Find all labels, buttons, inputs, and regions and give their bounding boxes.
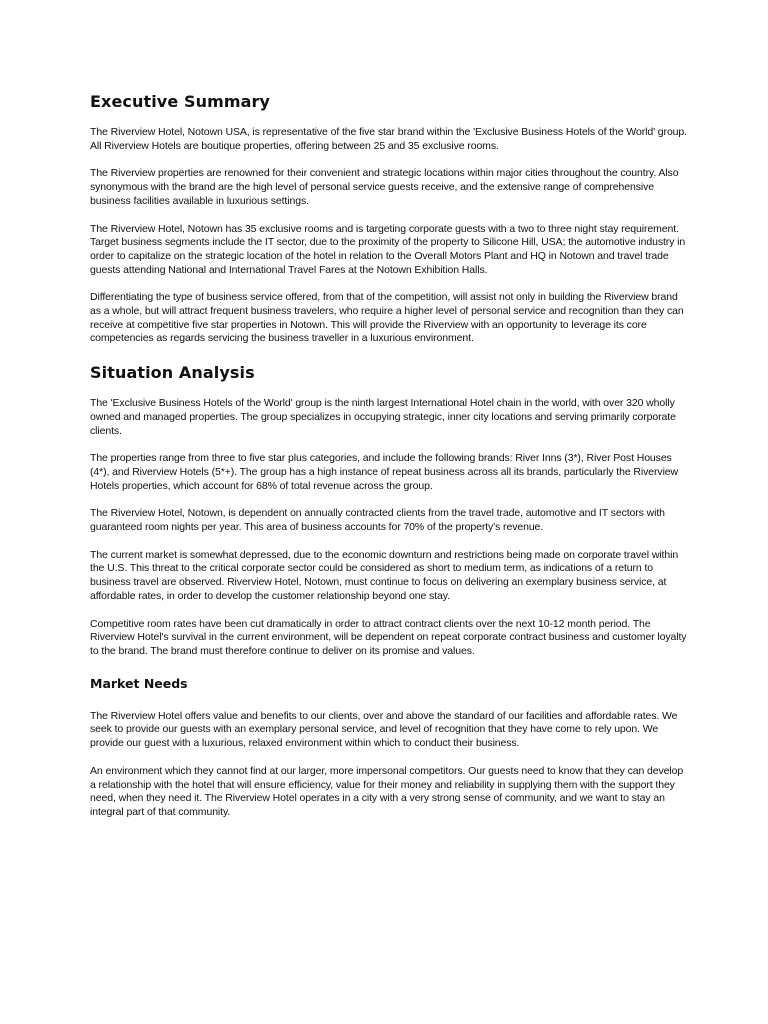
paragraph: The Riverview properties are renowned for their convenient and strategic locations within major cities throughout the country. Also synonymous with the brand are the high level of personal service guests receive, and the extensive range of comprehensive business facilities available in luxurious settings. xyxy=(90,167,679,207)
paragraph: The 'Exclusive Business Hotels of the World' group is the ninth largest International Hotel chain in the world, with over 320 wholly owned and managed properties. The group specializes in occupying strategic, inner city locations and serving primarily corporate clients. xyxy=(90,397,676,437)
subsection-heading-market-needs: Market Needs xyxy=(90,675,188,691)
paragraph: An environment which they cannot find at our larger, more impersonal competitors. Our guests need to know that they can develop a relationship with the hotel that will ensure efficiency, value for their money and reliability in supplying them with the support they need, when they need it. The Riverview Hotel operates in a city with a very strong sense of community, and we want to stay an integral part of that community. xyxy=(90,764,684,818)
paragraph: The Riverview Hotel, Notown has 35 exclusive rooms and is targeting corporate guests with a two to three night stay requirement. Target business segments include the IT sector, due to the proximity of the property to Silicone Hill, USA; the automotive industry in order to capitalize on the strategic location of the hotel in relation to the Overall Motors Plant and HQ in Notown and travel trade guests attending National and International Travel Fares at the Notown Exhibition Halls. xyxy=(90,222,686,276)
paragraph: The current market is somewhat depressed, due to the economic downturn and restrictions being made on corporate travel within the U.S. This threat to the critical corporate sector could be considered as short to medium term, as indications of a return to business travel are observed. Riverview Hotel, Notown, must continue to focus on delivering an exemplary business service, at affordable rates, in order to develop the customer relationship beyond one stay. xyxy=(90,548,679,602)
paragraph: The Riverview Hotel, Notown, is dependent on annually contracted clients from the travel trade, automotive and IT sectors with guaranteed room nights per year. This area of business accounts for 70% of the property's revenue. xyxy=(90,507,665,534)
section-heading-executive-summary: Executive Summary xyxy=(90,92,271,111)
paragraph: The Riverview Hotel, Notown USA, is representative of the five star brand within the 'Exclusive Business Hotels of the World' group. All Riverview Hotels are boutique properties, offering between 25 and 35 exclusive rooms. xyxy=(90,126,687,152)
paragraph: The properties range from three to five star plus categories, and include the following brands: River Inns (3*), River Post Houses (4*), and Riverview Hotels (5*+). The group has a high instance of repeat business across all its brands, particularly the Riverview Hotels properties, which account for 68% of total revenue across the group. xyxy=(90,452,679,492)
paragraph: Differentiating the type of business service offered, from that of the competition, will assist not only in building the Riverview brand as a whole, but will attract frequent business travelers, who require a higher level of personal service and recognition than they can receive at competitive five star properties in Notown. This will provide the Riverview with an opportunity to leverage its core competencies as regards servicing the business traveller in a luxurious environment. xyxy=(90,291,684,345)
paragraph: The Riverview Hotel offers value and benefits to our clients, over and above the standard of our facilities and affordable rates. We seek to provide our guests with an exemplary personal service, and level of recognition that they have come to rely upon. We provide our guest with a luxurious, relaxed environment within which to conduct their business. xyxy=(90,709,678,750)
document-page xyxy=(90,92,690,820)
section-heading-situation-analysis: Situation Analysis xyxy=(90,363,255,383)
paragraph: Competitive room rates have been cut dramatically in order to attract contract clients over the next 10-12 month period. The Riverview Hotel's survival in the current environment, will be dependent on repeat corporate contract business and customer loyalty to the brand. The brand must therefore continue to deliver on its promise and values. xyxy=(90,617,687,657)
